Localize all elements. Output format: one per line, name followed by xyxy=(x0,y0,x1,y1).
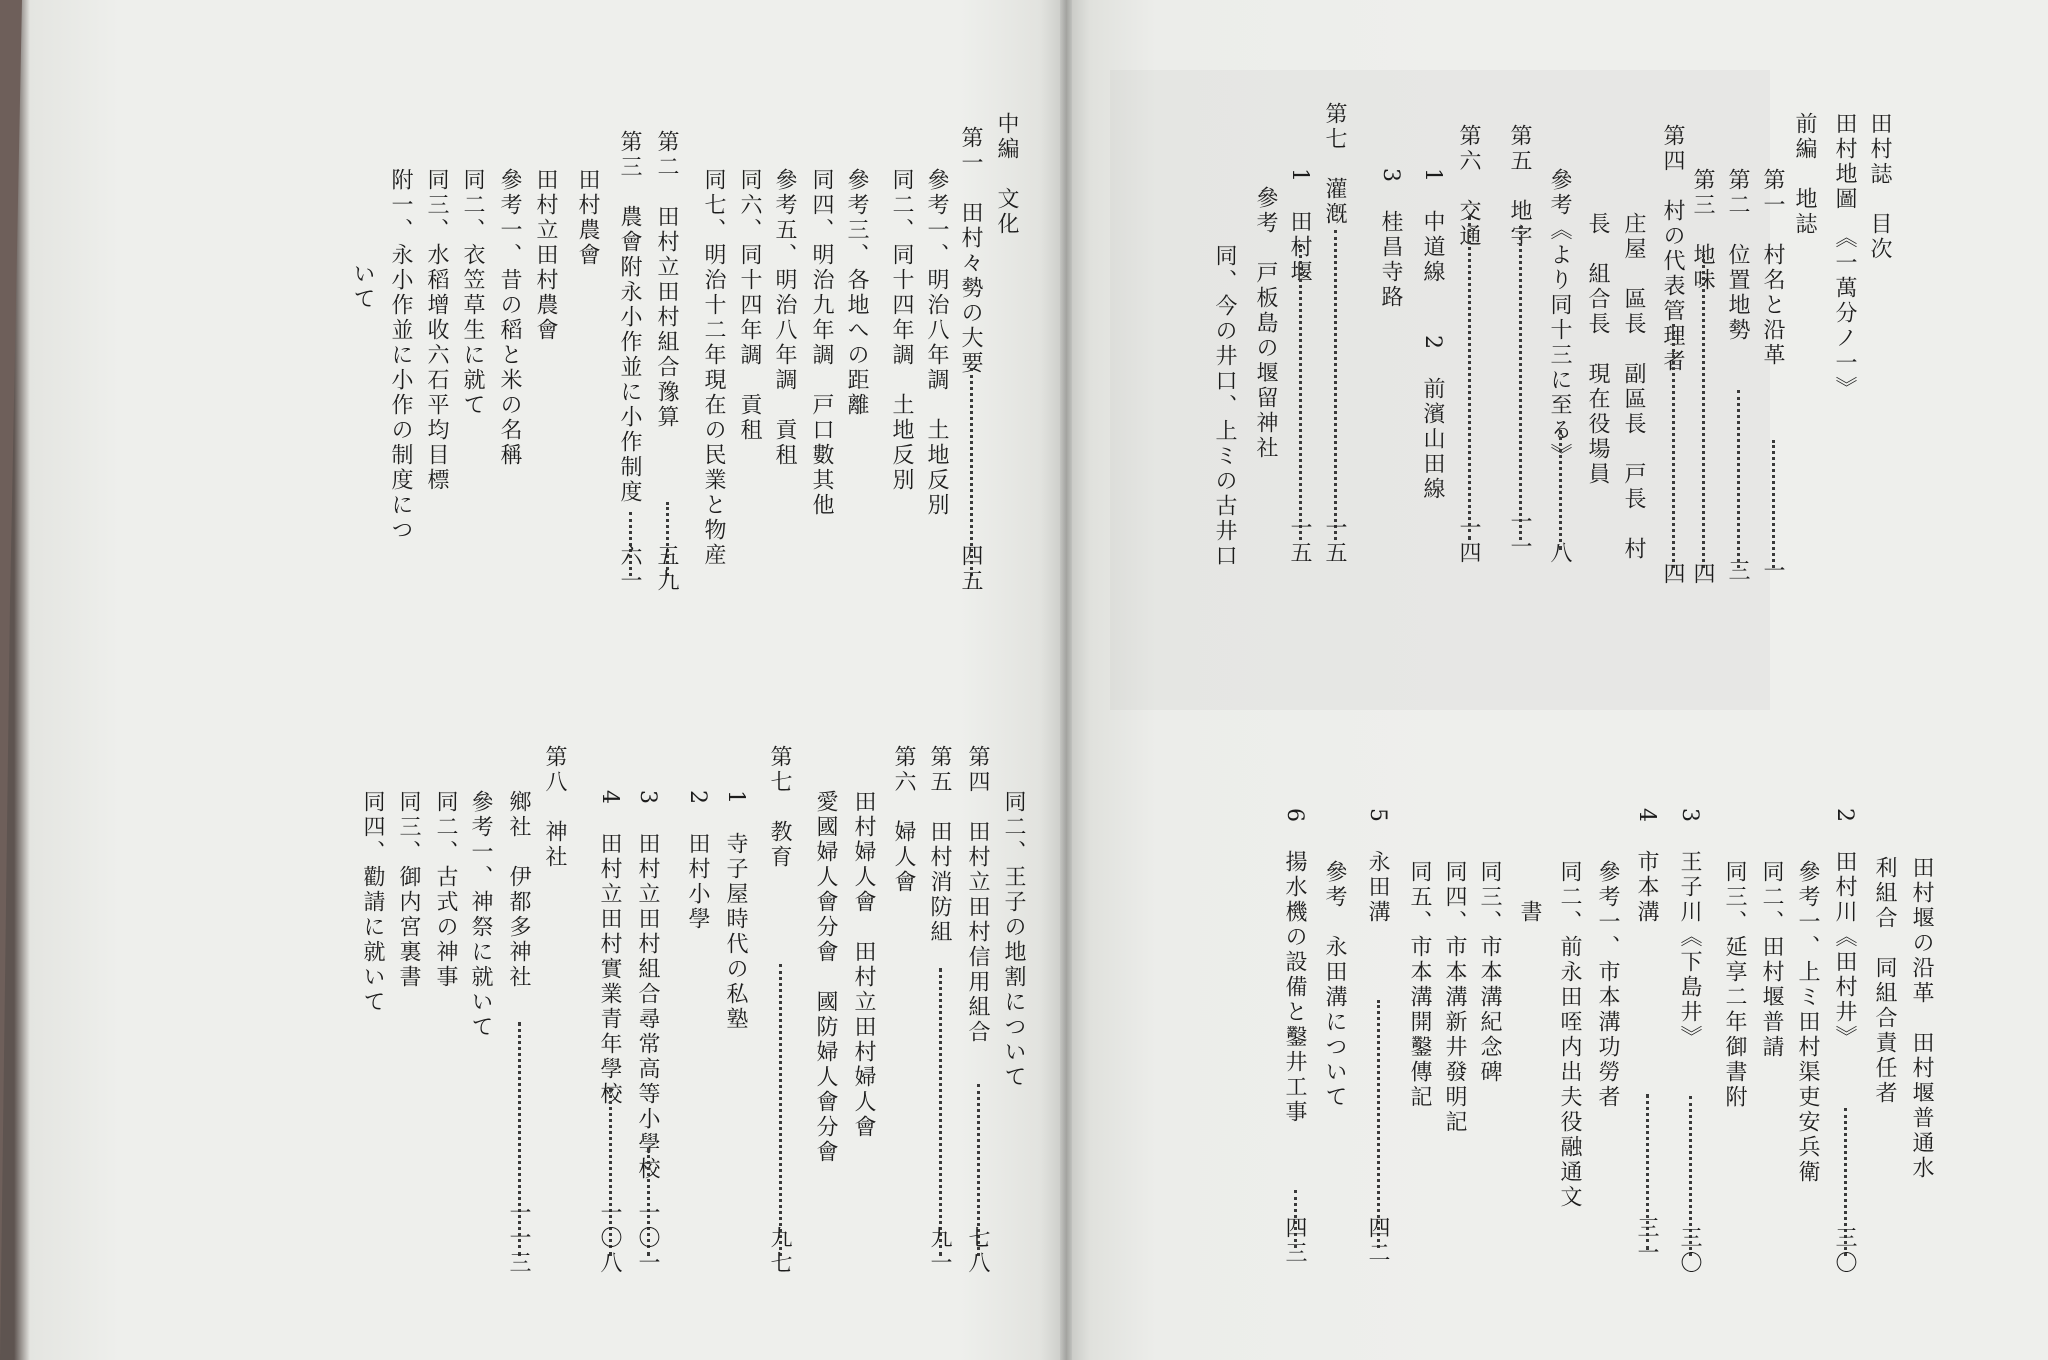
page-number: 五九 xyxy=(654,544,679,594)
toc-entry: 1 田村堰 xyxy=(1287,168,1312,285)
toc-entry: 3 王子川《下島井》 xyxy=(1677,808,1702,1050)
toc-entry: 4 市本溝 xyxy=(1634,808,1659,925)
page-number: 一五 xyxy=(1287,516,1312,566)
toc-entry: 第七 灌漑 xyxy=(1322,102,1347,227)
toc-entry: 同六、同十四年調 貢租 xyxy=(737,168,762,443)
toc-entry: 同三、市本溝紀念碑 xyxy=(1477,860,1502,1085)
toc-entry: 同二、同十四年調 土地反別 xyxy=(889,168,914,493)
toc-entry: 第七 教育 xyxy=(767,745,792,870)
toc-entry: 參考三、各地への距離 xyxy=(844,168,869,418)
dot-leader xyxy=(939,968,942,1256)
toc-entry: 田村地圖 《一萬分ノ一》 xyxy=(1832,112,1857,401)
toc-entry: 書 xyxy=(1517,900,1542,925)
page-number: 九七 xyxy=(767,1226,792,1276)
toc-entry: 長 組合長 現在役場員 xyxy=(1585,212,1610,487)
page-number: 三〇 xyxy=(1832,1226,1857,1276)
toc-entry: 附一、永小作並に小作の制度につ xyxy=(388,168,413,543)
toc-entry: 第三 農會附永小作並に小作制度 xyxy=(617,130,642,505)
dot-leader xyxy=(779,964,782,1256)
toc-entry: 參考 戸板島の堰留神社 xyxy=(1253,186,1278,461)
page-number: 六一 xyxy=(617,544,642,594)
toc-entry: 參考《より同十三に至る》 xyxy=(1547,168,1572,468)
toc-entry: 參考 永田溝について xyxy=(1322,860,1347,1110)
toc-entry: 同二、衣笠草生に就て xyxy=(460,168,485,418)
toc-entry: 庄屋 區長 副區長 戸長 村 xyxy=(1621,212,1646,562)
page-number: 一一 xyxy=(1507,510,1532,560)
dot-leader xyxy=(1519,226,1522,540)
page-number: 七八 xyxy=(965,1226,990,1276)
toc-entry: 同三、水稻增收六石平均目標 xyxy=(424,168,449,493)
toc-entry: 同二、王子の地割について xyxy=(1001,790,1026,1090)
page-number: 三 xyxy=(1725,559,1750,584)
toc-entry: 同三、延享二年御書附 xyxy=(1722,860,1747,1110)
toc-entry: 2 田村川《田村井》 xyxy=(1832,808,1857,1050)
toc-entry: 參考五、明治八年調 貢租 xyxy=(772,168,797,468)
toc-entry: いて xyxy=(350,262,375,312)
page-number: 四二 xyxy=(1365,1216,1390,1266)
toc-entry: 第四 田村立田村信用組合 xyxy=(965,745,990,1045)
page-number: 一五 xyxy=(1322,516,1347,566)
toc-entry: 第四 村の代表管理者 xyxy=(1660,124,1685,374)
page-number: 一〇八 xyxy=(597,1201,622,1276)
toc-entry: 參考一、市本溝功勞者 xyxy=(1595,860,1620,1110)
toc-entry: 田村農會 xyxy=(575,168,600,268)
toc-entry: 第五 地字 xyxy=(1507,124,1532,249)
toc-entry: 田村堰の沿革 田村堰普通水 xyxy=(1909,856,1934,1181)
page-number: 一一三 xyxy=(506,1201,531,1276)
toc-entry: 5 永田溝 xyxy=(1365,808,1390,925)
toc-entry: 3 桂昌寺路 xyxy=(1378,168,1403,310)
toc-entry: 同二、前永田咥内出夫役融通文 xyxy=(1557,860,1582,1210)
toc-entry: 參考一、明治八年調 土地反別 xyxy=(924,168,949,518)
toc-entry: 第一 村名と沿革 xyxy=(1760,168,1785,368)
toc-entry: 參考一、昔の稻と米の名稱 xyxy=(497,168,522,468)
toc-entry: 第八 神社 xyxy=(542,745,567,870)
dot-leader xyxy=(1672,324,1675,568)
toc-entry: 1 中道線 2 前濱山田線 xyxy=(1420,168,1445,502)
toc-entry: 愛國婦人會分會 國防婦人會分會 xyxy=(813,790,838,1165)
toc-entry: 4 田村立田村實業青年學校 xyxy=(597,790,622,1107)
page-number: 四 xyxy=(1690,562,1715,587)
page-number: 一 xyxy=(1760,559,1785,584)
toc-entry: 同四、勸請に就いて xyxy=(360,790,385,1015)
toc-entry: 2 田村小學 xyxy=(685,790,710,932)
dot-leader xyxy=(1559,430,1562,550)
toc-entry: 3 田村立田村組合尋常高等小學校 xyxy=(635,790,660,1182)
toc-entry: 前編 地誌 xyxy=(1792,112,1817,237)
toc-entry: 參考一、神祭に就いて xyxy=(468,790,493,1040)
page-number: 四五 xyxy=(958,544,983,594)
page-number: 三〇 xyxy=(1677,1226,1702,1276)
book-gutter xyxy=(1060,0,1072,1360)
toc-entry: 第二 位置地勢 xyxy=(1725,168,1750,343)
toc-entry: 同二、古式の神事 xyxy=(433,790,458,990)
toc-entry: 6 揚水機の設備と鑿井工事 xyxy=(1282,808,1307,1125)
toc-entry: 同四、市本溝新井發明記 xyxy=(1442,860,1467,1135)
toc-entry: 參考一、上ミ田村渠吏安兵衛 xyxy=(1795,860,1820,1185)
toc-entry: 同七、明治十二年現在の民業と物産 xyxy=(701,168,726,568)
toc-entry: 同二、田村堰普請 xyxy=(1759,860,1784,1060)
dot-leader xyxy=(1334,230,1337,540)
toc-entry: 田村立田村農會 xyxy=(533,168,558,343)
page-number: 一四 xyxy=(1456,516,1481,566)
dot-leader xyxy=(1468,216,1471,540)
dot-leader xyxy=(1299,244,1302,540)
page-number: 四三 xyxy=(1282,1216,1307,1266)
page-number: 一〇一 xyxy=(635,1201,660,1276)
toc-entry: 第六 交通 xyxy=(1456,124,1481,249)
toc-entry: 第五 田村消防組 xyxy=(927,745,952,945)
page-number: 四 xyxy=(1660,562,1685,587)
toc-entry: 利組合 同組合責任者 xyxy=(1872,856,1897,1106)
dot-leader xyxy=(1702,254,1705,568)
toc-entry: 田村婦人會 田村立田村婦人會 xyxy=(851,790,876,1140)
page-number: 八 xyxy=(1547,541,1572,566)
toc-entry: 同三、御内宮裏書 xyxy=(396,790,421,990)
toc-entry: 1 寺子屋時代の私塾 xyxy=(723,790,748,1032)
toc-entry: 第六 婦人會 xyxy=(891,745,916,895)
page-number: 三一 xyxy=(1634,1216,1659,1266)
toc-entry: 同五、市本溝開鑿傳記 xyxy=(1407,860,1432,1110)
toc-entry: 第三 地味 xyxy=(1690,168,1715,293)
toc-entry: 中編 文化 xyxy=(994,112,1019,237)
toc-entry: 同、今の井口、上ミの古井口 xyxy=(1212,244,1237,569)
toc-entry: 第二 田村立田村組合豫算 xyxy=(654,130,679,430)
page-number: 九一 xyxy=(927,1226,952,1276)
dot-leader xyxy=(1377,1000,1380,1248)
toc-entry: 田村誌 目次 xyxy=(1867,112,1892,262)
toc-entry: 第一 田村々勢の大要 xyxy=(958,126,983,376)
dot-leader xyxy=(1737,390,1740,568)
toc-entry: 鄉社 伊都多神社 xyxy=(506,790,531,990)
toc-entry: 同四、明治九年調 戸口數其他 xyxy=(809,168,834,518)
dot-leader xyxy=(1772,440,1775,568)
